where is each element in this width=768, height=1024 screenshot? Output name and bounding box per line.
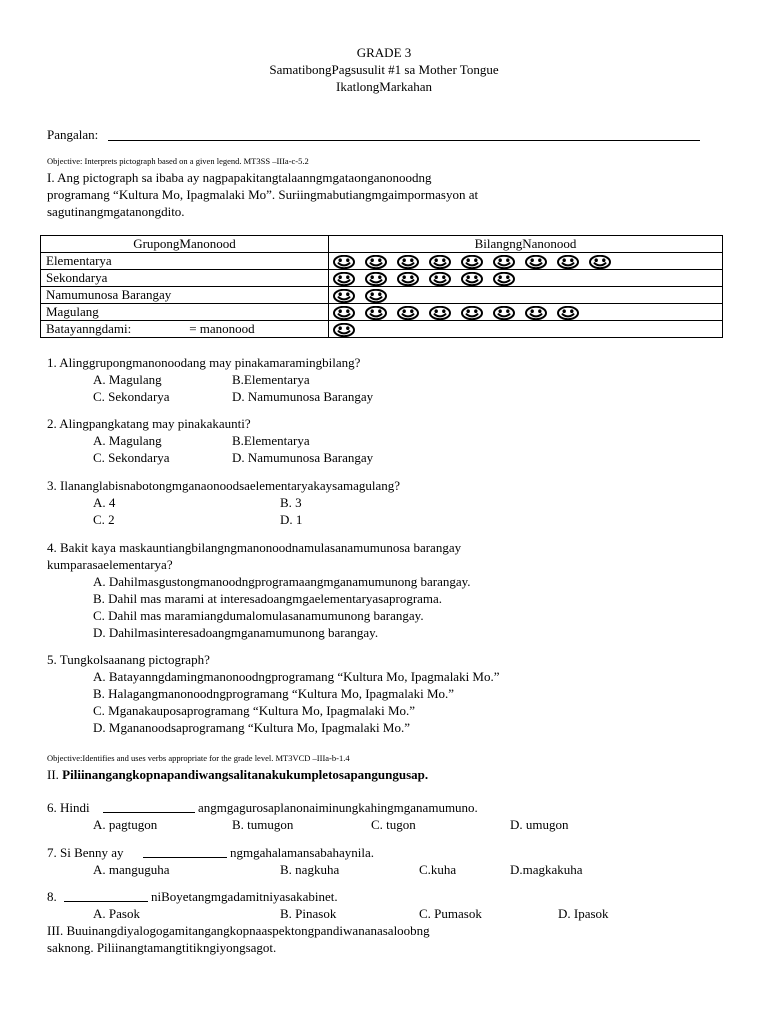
pictograph-row [41, 304, 723, 321]
q6-answer-blank[interactable] [103, 812, 195, 813]
section-1-intro-line-2: programang “Kultura Mo, Ipagmalaki Mo”. Suriingmabutiangmgaimpormasyon at [47, 187, 479, 202]
q8-answer-blank[interactable] [64, 901, 148, 902]
name-label: Pangalan: [47, 127, 99, 142]
q8-option-a[interactable]: A. Pasok [93, 906, 140, 921]
q3-option-a[interactable]: A. 4 [93, 495, 116, 510]
q3-option-c[interactable]: C. 2 [93, 512, 115, 527]
group-label: Elementarya [41, 253, 329, 270]
q7-answer-blank[interactable] [143, 857, 227, 858]
objective-2: Objective:Identifies and uses verbs appropriate for the grade level. MT3VCD –IIIa-b-1.4 [47, 753, 350, 763]
count-icons [329, 253, 723, 270]
q3-option-d[interactable]: D. 1 [280, 512, 303, 527]
pictograph-legend-row [41, 321, 723, 338]
q8-option-d[interactable]: D. Ipasok [558, 906, 609, 921]
q2-option-c[interactable]: C. Sekondarya [93, 450, 170, 465]
q1-option-c[interactable]: C. Sekondarya [93, 389, 170, 404]
count-icons [329, 287, 723, 304]
q1-option-b[interactable]: B.Elementarya [232, 372, 310, 387]
q5-option-a[interactable]: A. Batayanngdamingmanonoodngprogramang “Kultura Mo, Ipagmalaki Mo.” [93, 669, 500, 684]
smiley-face-icon [397, 272, 419, 286]
q2-option-a[interactable]: A. Magulang [93, 433, 162, 448]
count-icons [329, 304, 723, 321]
q5-option-b[interactable]: B. Halagangmanonoodngprogramang “Kultura Mo, Ipagmalaki Mo.” [93, 686, 455, 701]
q7-option-c[interactable]: C.kuha [419, 862, 457, 877]
pictograph-table [40, 235, 723, 338]
q1-option-d[interactable]: D. Namumunosa Barangay [232, 389, 374, 404]
q2-option-b[interactable]: B.Elementarya [232, 433, 310, 448]
smiley-face-icon [397, 306, 419, 320]
q4-option-c[interactable]: C. Dahil mas maramiangdumalomulasanamumunong barangay. [93, 608, 424, 623]
section-1-intro-line-1: I. Ang pictograph sa ibaba ay nagpapakitangtalaanngmgataonganonoodng [47, 170, 432, 185]
q7-option-a[interactable]: A. manguguha [93, 862, 170, 877]
q5-option-c[interactable]: C. Mganakauposaprogramang “Kultura Mo, Ipagmalaki Mo.” [93, 703, 416, 718]
smiley-face-icon [493, 306, 515, 320]
smiley-face-icon [461, 306, 483, 320]
question-8-suffix: niBoyetangmgadamitniyasakabinet. [151, 889, 338, 904]
smiley-face-icon [429, 306, 451, 320]
smiley-face-icon [525, 306, 547, 320]
grade-title: GRADE 3 [356, 45, 412, 60]
question-2: 2. Alingpangkatang may pinakakaunti? [47, 416, 251, 431]
question-5: 5. Tungkolsaanang pictograph? [47, 652, 210, 667]
smiley-face-icon [429, 272, 451, 286]
name-blank-line[interactable] [108, 140, 700, 141]
legend-value: = manonood [189, 321, 255, 337]
question-7-suffix: ngmgahalamansabahaynila. [230, 845, 375, 860]
group-label: Magulang [41, 304, 329, 321]
section-2-instruction [47, 766, 428, 783]
col-header-count: BilangngNanonood [329, 236, 723, 253]
q6-option-c[interactable]: C. tugon [371, 817, 416, 832]
group-label: Sekondarya [41, 270, 329, 287]
q7-option-d[interactable]: D.magkakuha [510, 862, 583, 877]
smiley-face-icon [365, 306, 387, 320]
smiley-face-icon [461, 272, 483, 286]
q1-option-a[interactable]: A. Magulang [93, 372, 162, 387]
q6-option-b[interactable]: B. tumugon [232, 817, 294, 832]
pictograph-row [41, 253, 723, 270]
count-icons [329, 270, 723, 287]
smiley-face-icon [365, 255, 387, 269]
q4-option-d[interactable]: D. Dahilmasinteresadoangmganamumunong barangay. [93, 625, 379, 640]
legend-label: Batayanngdami: [46, 321, 132, 337]
smiley-face-icon [557, 255, 579, 269]
smiley-face-icon [333, 255, 355, 269]
q5-option-d[interactable]: D. Mgananoodsaprogramang “Kultura Mo, Ipagmalaki Mo.” [93, 720, 410, 735]
smiley-face-icon [333, 323, 355, 337]
question-6-suffix: angmgagurosaplanonaiminungkahingmganamumuno. [198, 800, 478, 815]
section-3-line-2: saknong. Piliinangtamangtitikngiyongsagot. [47, 940, 277, 955]
question-7-prefix: 7. Si Benny ay [47, 845, 124, 860]
group-label: Namumunosa Barangay [41, 287, 329, 304]
q8-option-c[interactable]: C. Pumasok [419, 906, 482, 921]
q6-option-d[interactable]: D. umugon [510, 817, 569, 832]
question-4-line-2: kumparasaelementarya? [47, 557, 173, 572]
smiley-face-icon [333, 289, 355, 303]
legend-icon [329, 321, 723, 338]
q8-option-b[interactable]: B. Pinasok [280, 906, 337, 921]
q2-option-d[interactable]: D. Namumunosa Barangay [232, 450, 374, 465]
smiley-face-icon [461, 255, 483, 269]
question-1: 1. Alinggrupongmanonoodang may pinakamaramingbilang? [47, 355, 361, 370]
pictograph-row [41, 270, 723, 287]
q7-option-b[interactable]: B. nagkuha [280, 862, 340, 877]
pictograph-row [41, 287, 723, 304]
smiley-face-icon [589, 255, 611, 269]
question-3: 3. Ilananglabisnabotongmganaonoodsaelementaryakaysamagulang? [47, 478, 401, 493]
smiley-face-icon [525, 255, 547, 269]
question-8-prefix: 8. [47, 889, 57, 904]
smiley-face-icon [333, 272, 355, 286]
question-4-line-1: 4. Bakit kaya maskauntiangbilangngmanonoodnamulasanamumunosa barangay [47, 540, 462, 555]
smiley-face-icon [365, 272, 387, 286]
smiley-face-icon [333, 306, 355, 320]
q6-option-a[interactable]: A. pagtugon [93, 817, 158, 832]
section-1-intro-line-3: sagutinangmgatanongdito. [47, 204, 185, 219]
smiley-face-icon [429, 255, 451, 269]
section-3-line-1: III. Buuinangdiyalogogamitangangkopnaaspektongpandiwananasaloobng [47, 923, 430, 938]
smiley-face-icon [557, 306, 579, 320]
section-2-instruction-text: Piliinangangkopnapandiwangsalitanakukumpletosapangungusap. [62, 767, 429, 782]
smiley-face-icon [493, 255, 515, 269]
q4-option-a[interactable]: A. Dahilmasgustongmanoodngprogramaangmganamumunong barangay. [93, 574, 471, 589]
section-2-prefix: II. [47, 767, 63, 782]
smiley-face-icon [493, 272, 515, 286]
smiley-face-icon [397, 255, 419, 269]
pictograph-header-row [41, 236, 723, 253]
q3-option-b[interactable]: B. 3 [280, 495, 302, 510]
col-header-group: GrupongManonood [41, 236, 329, 253]
legend-cell [41, 321, 329, 338]
q4-option-b[interactable]: B. Dahil mas marami at interesadoangmgaelementaryasaprograma. [93, 591, 443, 606]
test-title: SamatibongPagsusulit #1 sa Mother Tongue [269, 62, 499, 77]
quarter-title: IkatlongMarkahan [335, 79, 433, 94]
smiley-face-icon [365, 289, 387, 303]
question-6-prefix: 6. Hindi [47, 800, 90, 815]
objective-1: Objective: Interprets pictograph based on a given legend. MT3SS –IIIa-c-5.2 [47, 156, 309, 166]
